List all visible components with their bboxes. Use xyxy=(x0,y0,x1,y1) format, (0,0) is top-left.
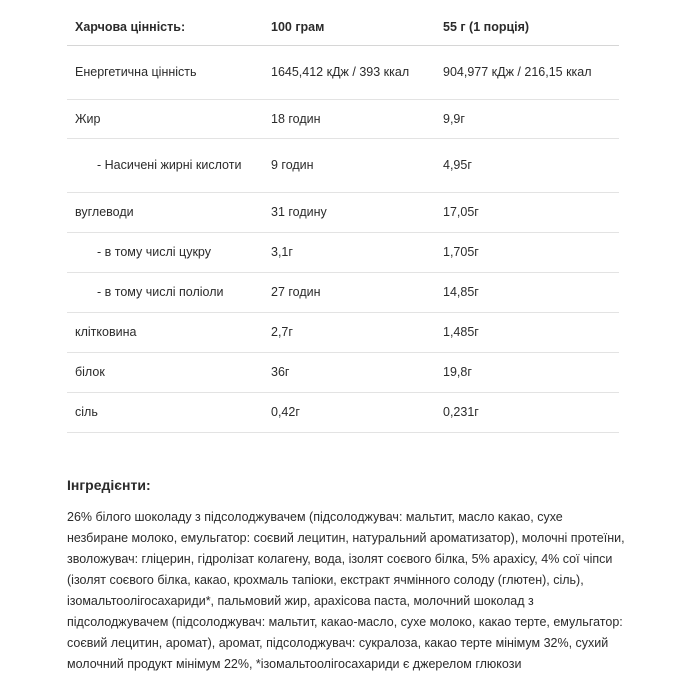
per-serving-value: 9,9г xyxy=(435,100,619,139)
nutrient-name: Жир xyxy=(67,100,263,139)
table-row xyxy=(67,139,619,193)
nutrient-name: сіль xyxy=(67,393,263,433)
table-row xyxy=(67,46,619,100)
per-100g-value: 18 годин xyxy=(263,100,435,139)
nutrient-name: білок xyxy=(67,353,263,393)
per-serving-value: 1,485г xyxy=(435,313,619,353)
per-serving-value: 904,977 кДж / 216,15 ккал xyxy=(435,46,619,100)
per-100g-value: 2,7г xyxy=(263,313,435,353)
table-row xyxy=(67,193,619,233)
nutrition-table xyxy=(67,10,619,433)
table-header-row xyxy=(67,10,619,46)
per-100g-value: 3,1г xyxy=(263,233,435,273)
per-serving-value: 4,95г xyxy=(435,139,619,193)
per-100g-value: 27 годин xyxy=(263,273,435,313)
table-row xyxy=(67,233,619,273)
table-row xyxy=(67,353,619,393)
per-100g-value: 9 годин xyxy=(263,139,435,193)
nutrient-name: Енергетична цінність xyxy=(67,46,263,100)
per-serving-value: 19,8г xyxy=(435,353,619,393)
per-serving-value: 0,231г xyxy=(435,393,619,433)
table-row xyxy=(67,393,619,433)
per-100g-value: 1645,412 кДж / 393 ккал xyxy=(263,46,435,100)
per-100g-value: 36г xyxy=(263,353,435,393)
ingredients-title: Інгредієнти: xyxy=(67,477,151,493)
per-serving-value: 17,05г xyxy=(435,193,619,233)
header-per-100g: 100 грам xyxy=(263,10,435,46)
per-100g-value: 31 годину xyxy=(263,193,435,233)
header-nutrient: Харчова цінність: xyxy=(67,10,263,46)
ingredients-text: 26% білого шоколаду з підсолоджувачем (підсолоджувач: мальтит, масло какао, сухе незбиране молоко, емульгатор: соєвий лецитин, натуральний ароматизатор), молочні протеїни, зволожувач: гліцерин, гідролізат колагену, вода, ізолят соєвого білка, 5% арахісу, 4% сої чіпси (ізолят соєвого білка, какао, крохмаль тапіоки, екстракт ячмінного солоду (глютен), сіль), ізомальтоолігосахариди*, пальмовий жир, арахісова паста, молочний шоколад з підсолоджувачем (підсолоджувач: мальтит, какао-масло, сухе молоко, какао терте, емульгатор: соєвий лецитин, аромат), аромат, підсолоджувач: сукралоза, какао терте мінімум 32%, сухий молочний продукт мінімум 22%, *ізомальтоолігосахариди є джерелом глюкози xyxy=(67,510,625,671)
nutrient-name: - в тому числі цукру xyxy=(67,233,263,273)
ingredients-section xyxy=(67,472,627,675)
table-row xyxy=(67,100,619,139)
nutrient-name: вуглеводи xyxy=(67,193,263,233)
table-row xyxy=(67,273,619,313)
header-per-serving: 55 г (1 порція) xyxy=(435,10,619,46)
nutrient-name: - Насичені жирні кислоти xyxy=(67,139,263,193)
nutrition-table-container xyxy=(67,10,619,433)
per-serving-value: 14,85г xyxy=(435,273,619,313)
per-serving-value: 1,705г xyxy=(435,233,619,273)
table-row xyxy=(67,313,619,353)
nutrient-name: клітковина xyxy=(67,313,263,353)
per-100g-value: 0,42г xyxy=(263,393,435,433)
nutrient-name: - в тому числі поліоли xyxy=(67,273,263,313)
